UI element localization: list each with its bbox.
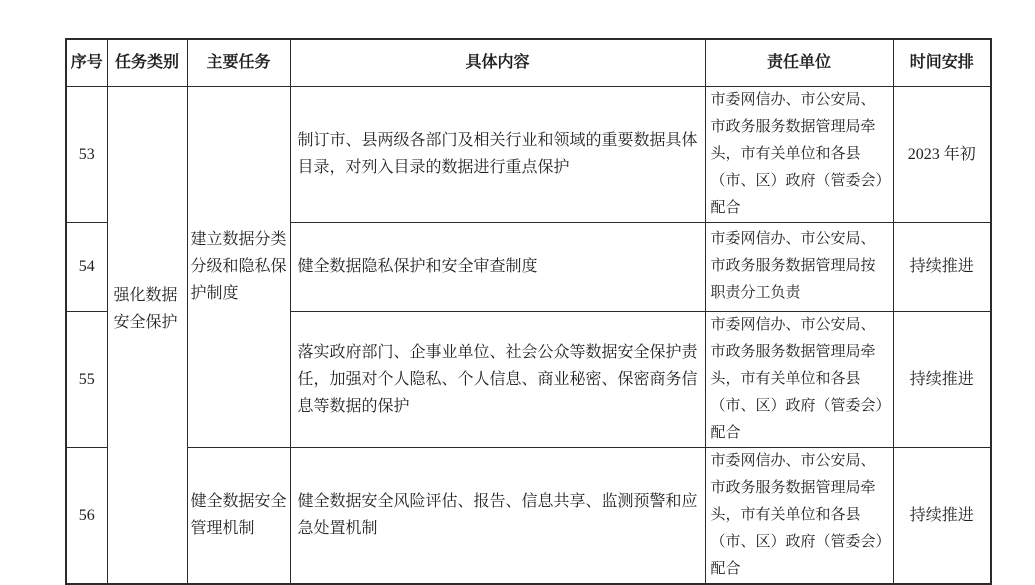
row-54-schedule: 持续推进 — [893, 222, 991, 311]
header-cell-no: 序号 — [66, 39, 107, 86]
row-54-number: 54 — [66, 222, 107, 311]
row-53-number: 53 — [66, 86, 107, 222]
row-55-schedule: 持续推进 — [893, 311, 991, 447]
task-plan-table — [65, 38, 992, 585]
header-cell-content: 具体内容 — [290, 39, 705, 86]
header-cell-main-task: 主要任务 — [187, 39, 290, 86]
row-53-content: 制订市、县两级各部门及相关行业和领域的重要数据具体目录，对列入目录的数据进行重点保护 — [290, 86, 705, 222]
header-cell-unit: 责任单位 — [705, 39, 893, 86]
row-53-schedule: 2023 年初 — [893, 86, 991, 222]
table-row-53 — [66, 86, 991, 222]
row-54-unit: 市委网信办、市公安局、市政务服务数据管理局按职责分工负责 — [705, 222, 893, 311]
table-row-56 — [66, 447, 991, 584]
row-53-unit: 市委网信办、市公安局、市政务服务数据管理局牵头，市有关单位和各县（市、区）政府（管委会）配合 — [705, 86, 893, 222]
category-cell-data-security: 强化数据安全保护 — [107, 86, 187, 584]
row-56-unit: 市委网信办、市公安局、市政务服务数据管理局牵头，市有关单位和各县（市、区）政府（管委会）配合 — [705, 447, 893, 584]
main-task-cell-management-mechanism: 健全数据安全管理机制 — [187, 447, 290, 584]
row-55-unit: 市委网信办、市公安局、市政务服务数据管理局牵头，市有关单位和各县（市、区）政府（管委会）配合 — [705, 311, 893, 447]
row-56-content: 健全数据安全风险评估、报告、信息共享、监测预警和应急处置机制 — [290, 447, 705, 584]
row-55-number: 55 — [66, 311, 107, 447]
main-task-cell-classification-system: 建立数据分类分级和隐私保护制度 — [187, 86, 290, 447]
row-56-schedule: 持续推进 — [893, 447, 991, 584]
row-54-content: 健全数据隐私保护和安全审查制度 — [290, 222, 705, 311]
header-cell-schedule: 时间安排 — [893, 39, 991, 86]
header-row — [66, 39, 991, 86]
row-56-number: 56 — [66, 447, 107, 584]
header-cell-category: 任务类别 — [107, 39, 187, 86]
row-55-content: 落实政府部门、企事业单位、社会公众等数据安全保护责任，加强对个人隐私、个人信息、商业秘密、保密商务信息等数据的保护 — [290, 311, 705, 447]
